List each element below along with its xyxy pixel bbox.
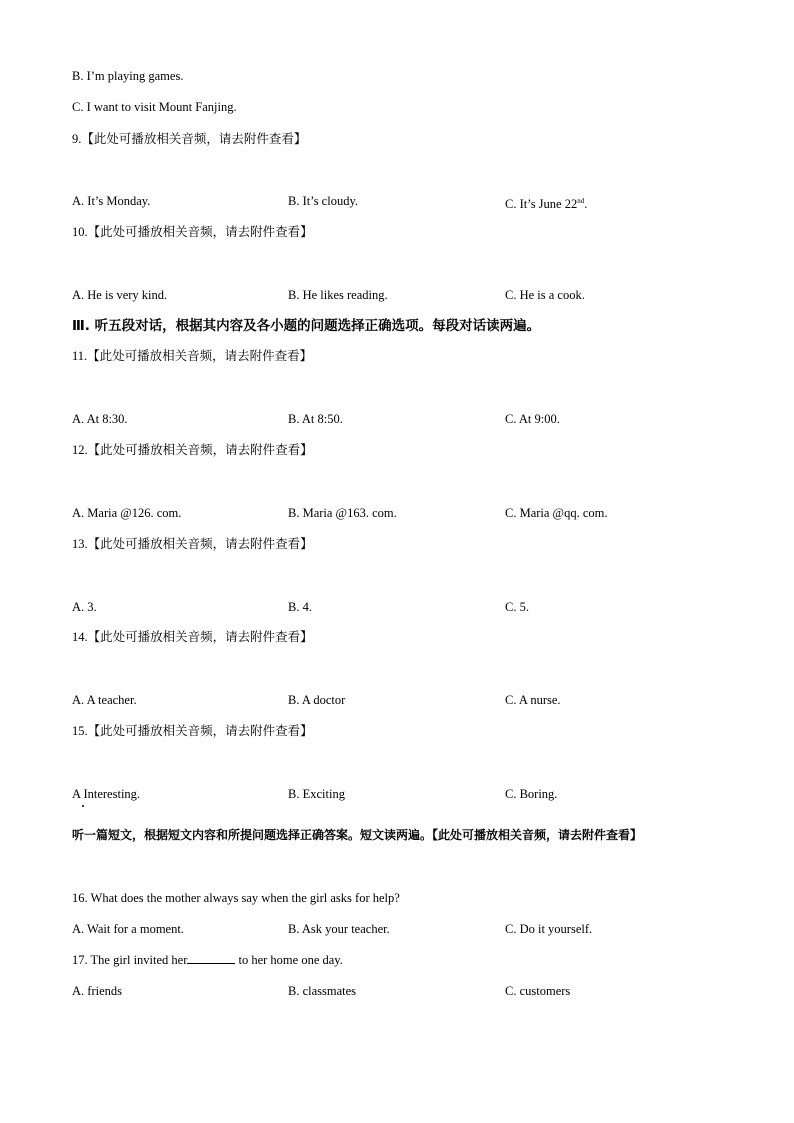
stray-dot: [82, 805, 84, 807]
q16-option-c: C. Do it yourself.: [505, 922, 593, 936]
q9-stem: 9.【此处可播放相关音频，请去附件查看】: [72, 132, 307, 146]
q14-option-a: A. A teacher.: [72, 693, 137, 707]
answer-blank: [187, 952, 235, 964]
q9-option-c-text: C. It’s June 22: [505, 197, 578, 211]
q14-option-c: C. A nurse.: [505, 693, 561, 707]
q9-option-b: B. It’s cloudy.: [288, 194, 359, 208]
q11-option-c: C. At 9:00.: [505, 412, 560, 426]
q16-option-a: A. Wait for a moment.: [72, 922, 184, 936]
q9-option-a: A. It’s Monday.: [72, 194, 151, 208]
section-4-heading: 听一篇短文，根据短文内容和所提问题选择正确答案。短文读两遍。【此处可播放相关音频，请去附件查看】: [72, 828, 643, 842]
q14-option-b: B. A doctor: [288, 693, 346, 707]
q9-option-c-sup: nd: [577, 197, 585, 205]
q9-option-c: [505, 193, 587, 212]
q10-stem: 10.【此处可播放相关音频，请去附件查看】: [72, 225, 313, 239]
q17-stem-start: 17. The girl invited her: [72, 953, 188, 967]
q12-stem: 12.【此处可播放相关音频，请去附件查看】: [72, 443, 313, 457]
q10-option-a: A. He is very kind.: [72, 288, 168, 302]
q13-option-a: A. 3.: [72, 600, 97, 614]
q11-stem: 11.【此处可播放相关音频，请去附件查看】: [72, 349, 313, 363]
q16-option-b: B. Ask your teacher.: [288, 922, 390, 936]
q11-option-a: A. At 8:30.: [72, 412, 128, 426]
q10-option-b: B. He likes reading.: [288, 288, 388, 302]
q13-option-c: C. 5.: [505, 600, 529, 614]
q15-option-a: A Interesting.: [72, 787, 141, 801]
q17-option-a: A. friends: [72, 984, 122, 998]
q17-option-b: B. classmates: [288, 984, 357, 998]
q12-option-c: C. Maria @qq. com.: [505, 506, 608, 520]
q13-option-b: B. 4.: [288, 600, 312, 614]
q9-option-c-end: .: [584, 197, 588, 211]
q15-option-c: C. Boring.: [505, 787, 558, 801]
q12-option-a: A. Maria @126. com.: [72, 506, 182, 520]
section-3-heading: Ⅲ. 听五段对话，根据其内容及各小题的问题选择正确选项。每段对话读两遍。: [72, 318, 541, 334]
q17-stem: [72, 952, 343, 968]
q17-option-c: C. customers: [505, 984, 571, 998]
q13-stem: 13.【此处可播放相关音频，请去附件查看】: [72, 537, 313, 551]
q8-option-c: C. I want to visit Mount Fanjing.: [72, 100, 237, 114]
q15-stem: 15.【此处可播放相关音频，请去附件查看】: [72, 724, 313, 738]
q12-option-b: B. Maria @163. com.: [288, 506, 397, 520]
q15-option-b: B. Exciting: [288, 787, 345, 801]
q16-stem: 16. What does the mother always say when the girl asks for help?: [72, 891, 400, 905]
q11-option-b: B. At 8:50.: [288, 412, 343, 426]
q14-stem: 14.【此处可播放相关音频，请去附件查看】: [72, 630, 313, 644]
q8-option-b: B. I’m playing games.: [72, 69, 184, 83]
q10-option-c: C. He is a cook.: [505, 288, 585, 302]
q17-stem-end: to her home one day.: [235, 953, 343, 967]
